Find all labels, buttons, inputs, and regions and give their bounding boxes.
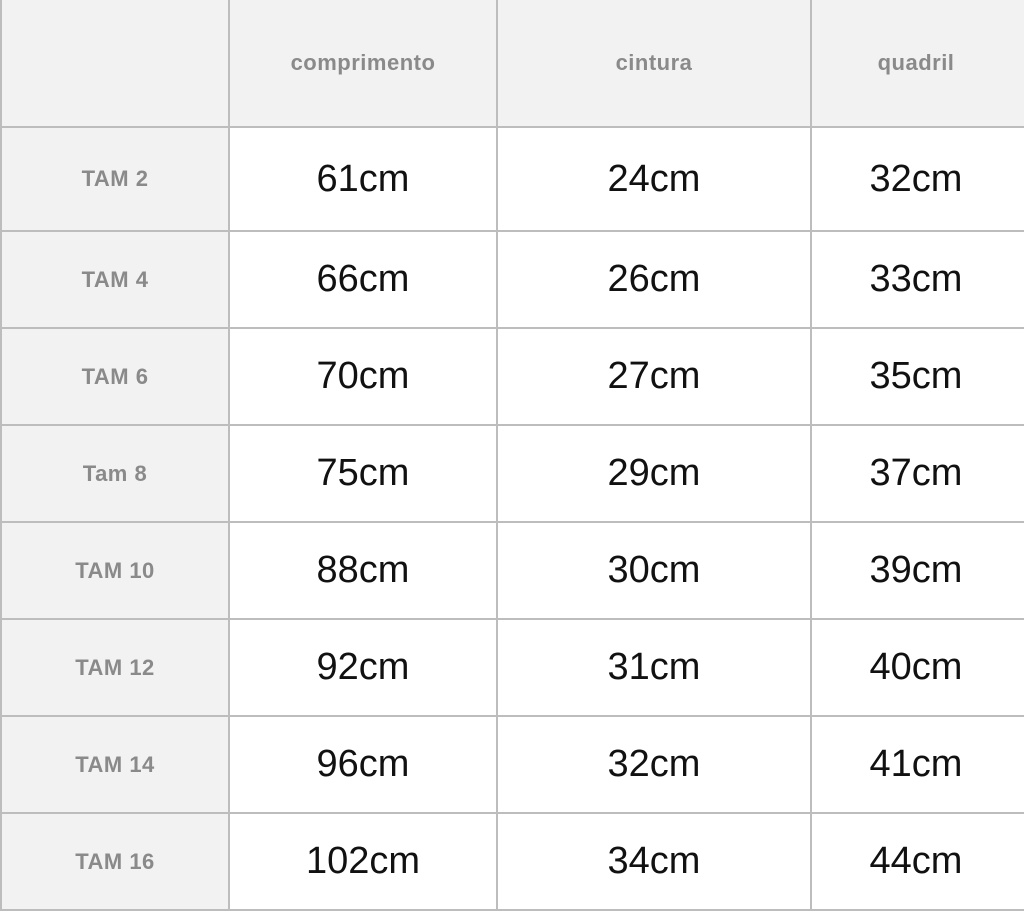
header-cell-quadril	[811, 0, 1024, 127]
table-row	[1, 328, 1024, 425]
quadril-cell	[811, 231, 1024, 328]
table-row	[1, 425, 1024, 522]
cintura-value: 31cm	[497, 619, 811, 716]
table-row	[1, 522, 1024, 619]
size-label: TAM 4	[1, 231, 229, 328]
quadril-cell	[811, 425, 1024, 522]
quadril-value: 39cm	[869, 549, 963, 591]
comprimento-value: 70cm	[229, 328, 497, 425]
cintura-value: 30cm	[497, 522, 811, 619]
size-label: Tam 8	[1, 425, 229, 522]
table-row	[1, 231, 1024, 328]
cintura-value: 34cm	[497, 813, 811, 910]
cintura-value: 29cm	[497, 425, 811, 522]
quadril-cell	[811, 522, 1024, 619]
quadril-cell	[811, 813, 1024, 910]
quadril-value: 37cm	[869, 452, 963, 494]
size-label: TAM 6	[1, 328, 229, 425]
quadril-cell	[811, 619, 1024, 716]
cintura-value: 27cm	[497, 328, 811, 425]
quadril-cell	[811, 328, 1024, 425]
header-quadril-label: quadril	[877, 50, 955, 75]
quadril-value: 33cm	[869, 258, 963, 300]
comprimento-value: 88cm	[229, 522, 497, 619]
header-cell-empty	[1, 0, 229, 127]
header-cell-comprimento: comprimento	[229, 0, 497, 127]
table-row	[1, 619, 1024, 716]
quadril-value: 32cm	[869, 157, 963, 200]
cintura-value: 32cm	[497, 716, 811, 813]
size-label: TAM 16	[1, 813, 229, 910]
comprimento-value: 66cm	[229, 231, 497, 328]
table-row	[1, 127, 1024, 231]
quadril-cell	[811, 127, 1024, 231]
cintura-value: 26cm	[497, 231, 811, 328]
table-row	[1, 813, 1024, 910]
header-cell-cintura: cintura	[497, 0, 811, 127]
quadril-value: 44cm	[869, 840, 963, 882]
quadril-cell	[811, 716, 1024, 813]
comprimento-value: 75cm	[229, 425, 497, 522]
comprimento-value: 61cm	[229, 127, 497, 231]
size-label: TAM 2	[1, 127, 229, 231]
table-row	[1, 716, 1024, 813]
comprimento-value: 102cm	[229, 813, 497, 910]
cintura-value: 24cm	[497, 127, 811, 231]
quadril-value: 40cm	[869, 646, 963, 688]
comprimento-value: 96cm	[229, 716, 497, 813]
size-label: TAM 14	[1, 716, 229, 813]
size-label: TAM 12	[1, 619, 229, 716]
header-row	[1, 0, 1024, 127]
size-label: TAM 10	[1, 522, 229, 619]
quadril-value: 35cm	[869, 355, 963, 397]
comprimento-value: 92cm	[229, 619, 497, 716]
quadril-value: 41cm	[869, 743, 963, 785]
